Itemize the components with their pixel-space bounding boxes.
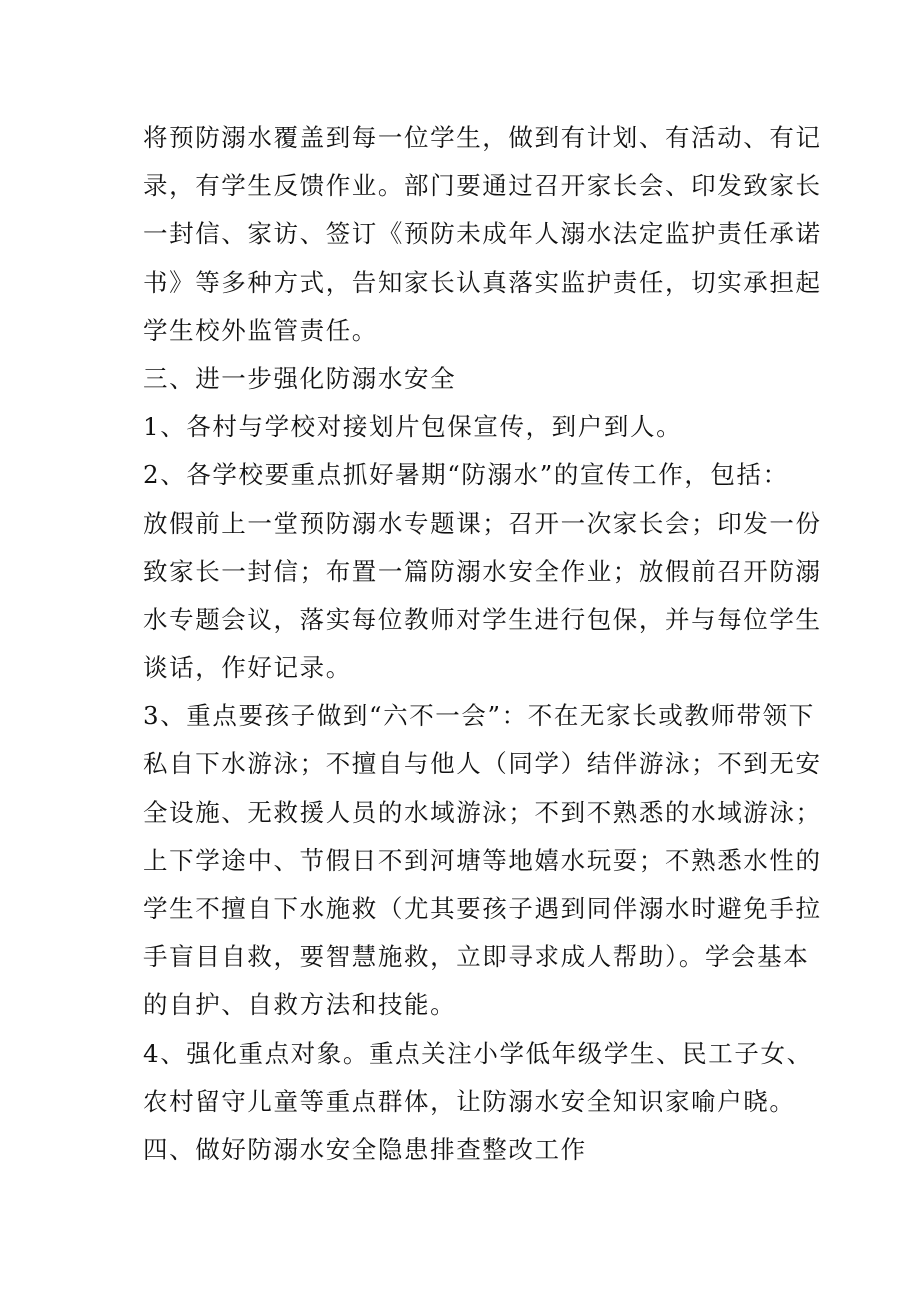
text-line: 谈话，作好记录。 (143, 653, 352, 683)
text-line: 4、强化重点对象。重点关注小学低年级学生、民工子女、 (143, 1038, 813, 1068)
text-line: 水专题会议，落实每位教师对学生进行包保，并与每位学生 (143, 604, 822, 634)
text-line: 录，有学生反馈作业。部门要通过召开家长会、印发致家长 (143, 171, 822, 201)
text-line: 将预防溺水覆盖到每一位学生，做到有计划、有活动、有记 (143, 123, 822, 152)
section-heading-4: 四、做好防溺水安全隐患排查整改工作 (143, 1134, 587, 1164)
text-line: 学生不擅自下水施救（尤其要孩子遇到同伴溺水时避免手拉 (143, 894, 822, 923)
text-line: 私自下水游泳；不擅自与他人（同学）结伴游泳；不到无安 (143, 749, 822, 779)
section-heading-3: 三、进一步强化防溺水安全 (143, 363, 457, 393)
text-line: 学生校外监管责任。 (143, 315, 378, 345)
text-line: 书》等多种方式，告知家长认真落实监护责任，切实承担起 (143, 267, 822, 297)
text-line: 手盲目自救，要智慧施救，立即寻求成人帮助）。学会基本 (143, 942, 810, 972)
document-body (143, 114, 822, 1174)
text-line: 上下学途中、节假日不到河塘等地嬉水玩耍；不熟悉水性的 (143, 845, 822, 875)
text-line: 1、各村与学校对接划片包保宣传，到户到人。 (143, 412, 683, 442)
text-line: 全设施、无救援人员的水域游泳；不到不熟悉的水域游泳； (143, 797, 822, 827)
text-line: 放假前上一堂预防溺水专题课；召开一次家长会；印发一份 (143, 508, 822, 538)
text-line: 3、重点要孩子做到“六不一会”：不在无家长或教师带领下 (143, 701, 815, 731)
text-line: 的自护、自救方法和技能。 (143, 990, 457, 1020)
text-line: 2、各学校要重点抓好暑期“防溺水”的宣传工作，包括： (143, 460, 789, 490)
text-line: 农村留守儿童等重点群体，让防溺水安全知识家喻户晓。 (143, 1086, 796, 1116)
text-line: 一封信、家访、签订《预防未成年人溺水法定监护责任承诺 (143, 219, 822, 249)
text-line: 致家长一封信；布置一篇防溺水安全作业；放假前召开防溺 (143, 556, 822, 586)
